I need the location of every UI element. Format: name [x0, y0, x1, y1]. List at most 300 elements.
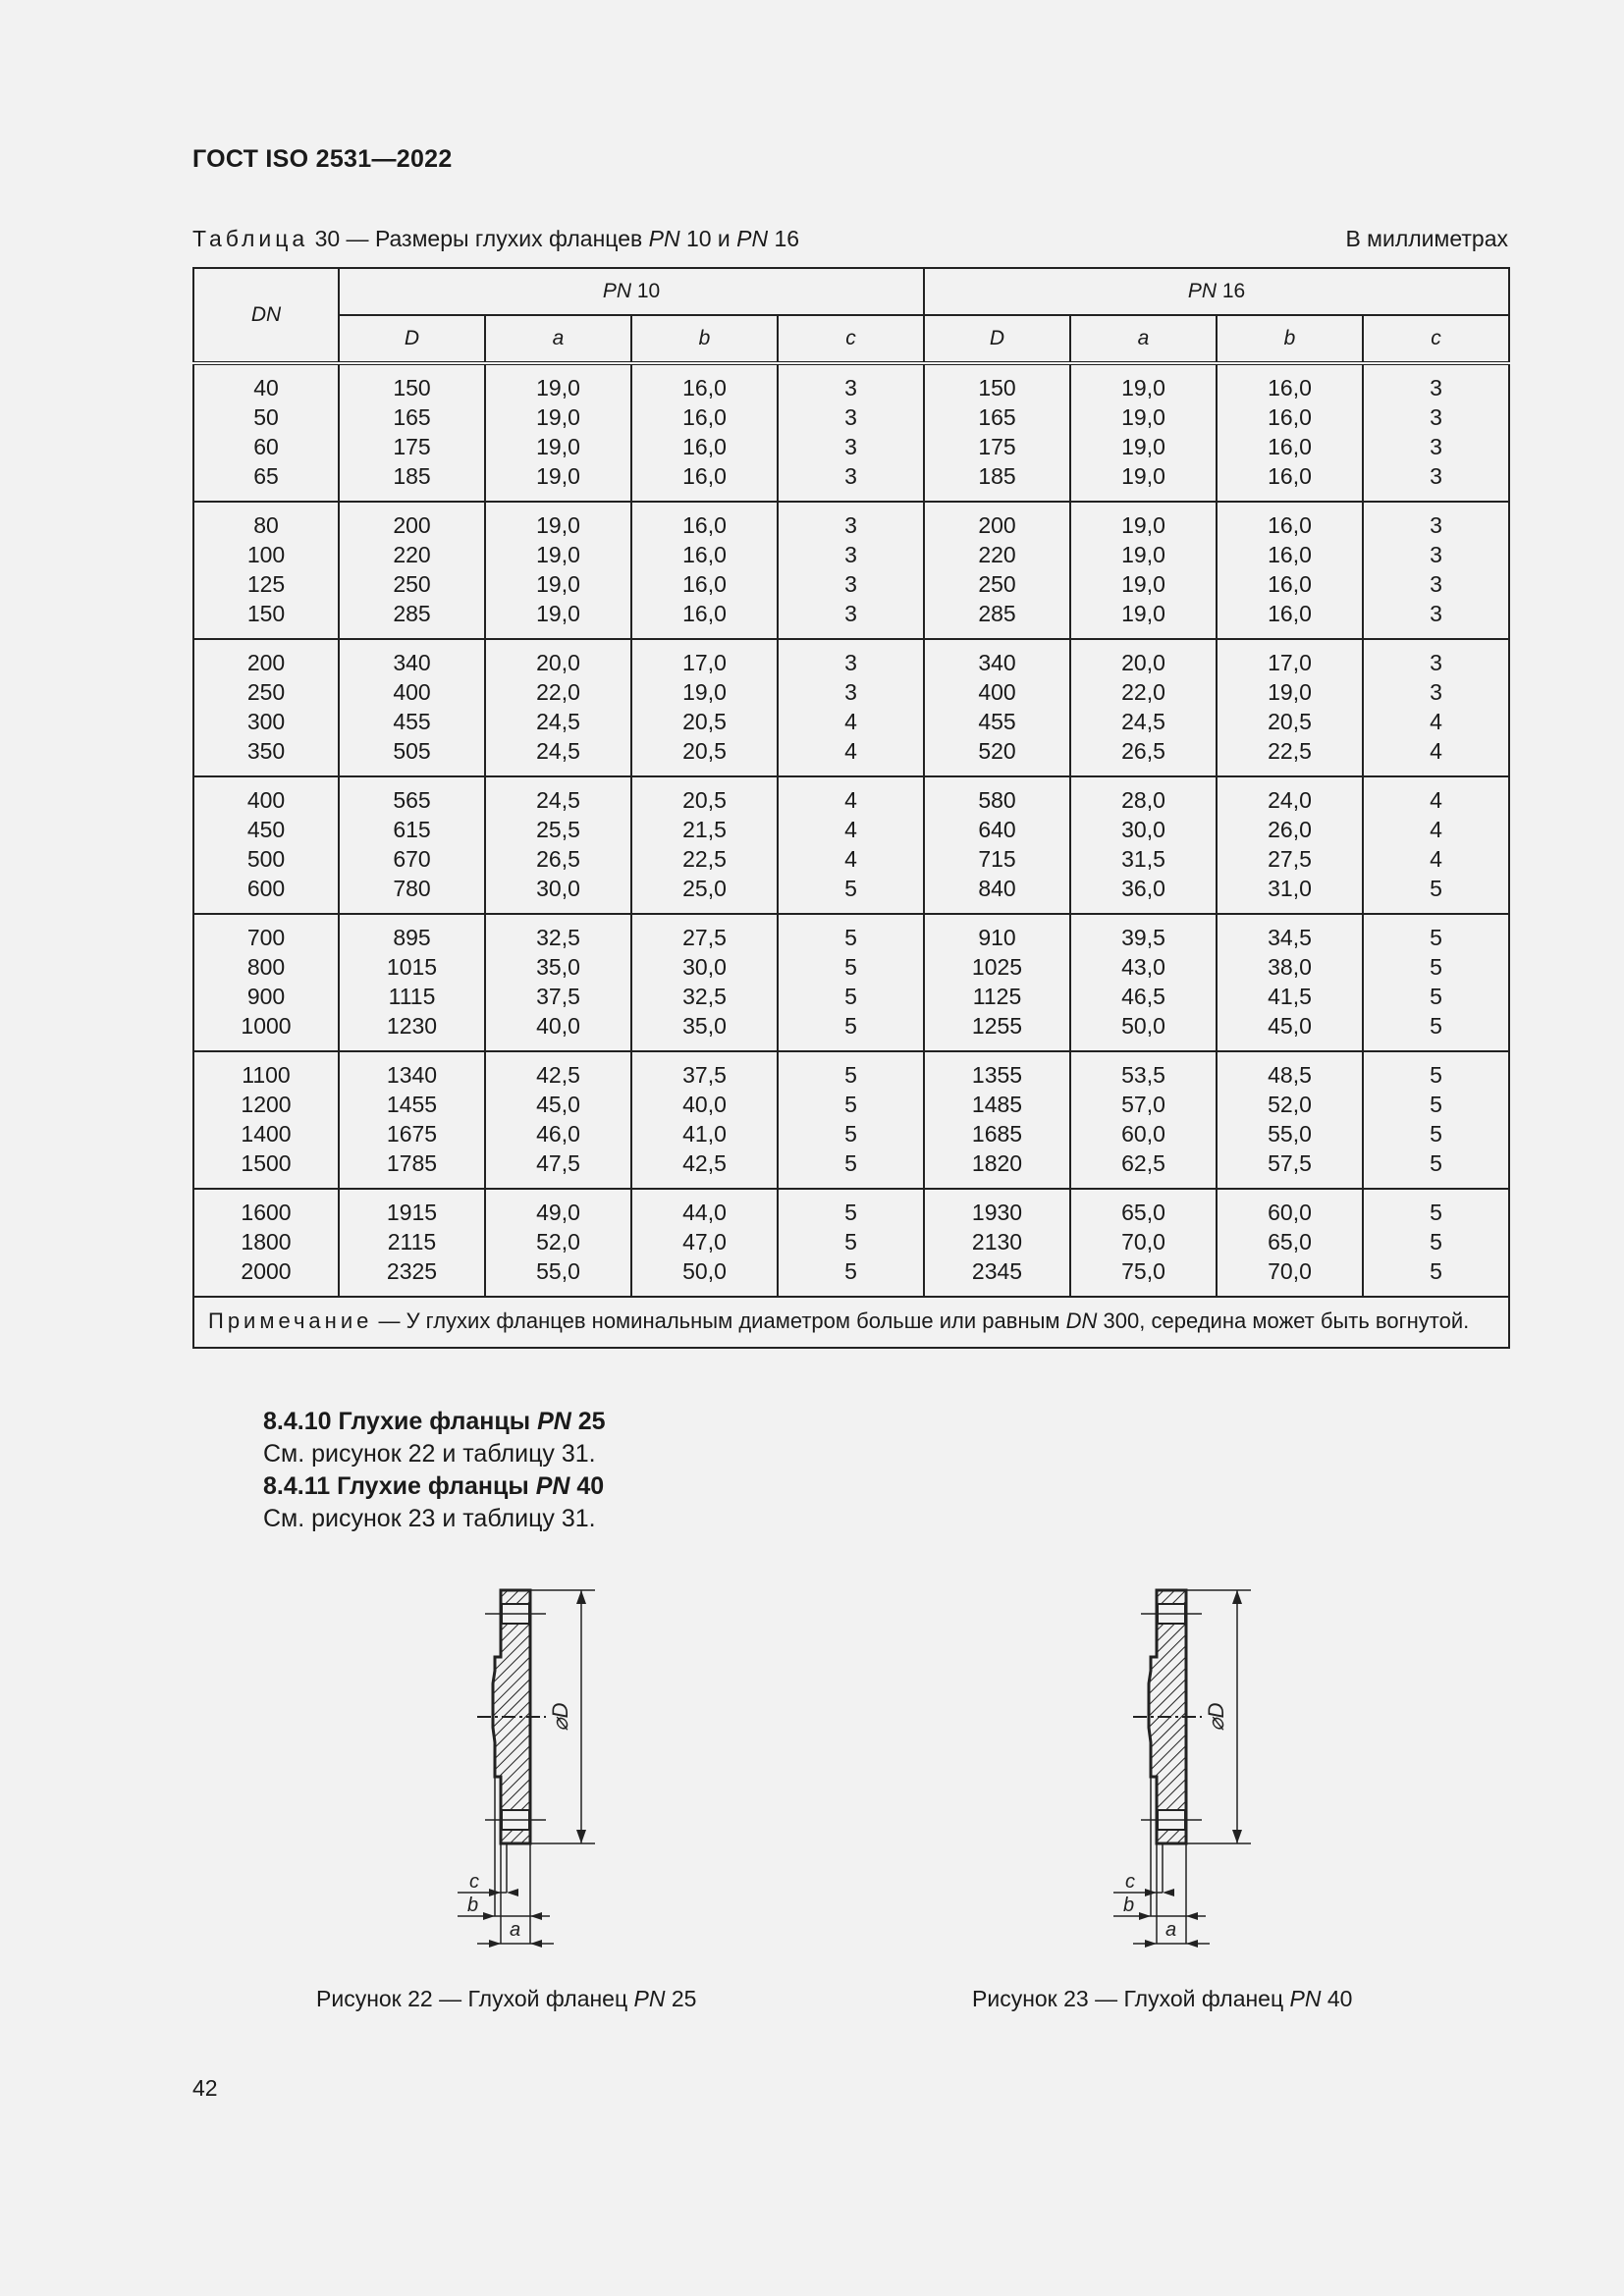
header-col-6: b — [1217, 315, 1363, 363]
table-cell: 250 — [924, 569, 1070, 599]
table-cell: 17,0 — [631, 639, 778, 677]
document-header: ГОСТ ISO 2531—2022 — [192, 145, 453, 173]
table-cell: 20,5 — [631, 776, 778, 815]
table-cell: 400 — [193, 776, 339, 815]
note-text-1: — У глухих фланцев номинальным диаметром больше или равным — [372, 1308, 1066, 1333]
table-cell: 100 — [193, 540, 339, 569]
header-pn16-label: PN — [1187, 280, 1218, 302]
table-cell: 19,0 — [631, 677, 778, 707]
figure-23-caption-text: Рисунок 23 — Глухой фланец — [972, 1986, 1290, 2011]
table-cell: 16,0 — [1217, 363, 1363, 402]
table-row-group — [193, 639, 1509, 776]
table-cell: 24,5 — [1070, 707, 1217, 736]
section-8-4-10 — [263, 1406, 606, 1535]
table-cell: 3 — [1363, 677, 1509, 707]
table-cell: 5 — [778, 1011, 924, 1051]
table-cell: 55,0 — [1217, 1119, 1363, 1148]
table-cell: 38,0 — [1217, 952, 1363, 982]
table-cell: 340 — [924, 639, 1070, 677]
table-cell: 900 — [193, 982, 339, 1011]
table-cell: 5 — [778, 952, 924, 982]
table-cell: 16,0 — [631, 569, 778, 599]
table-cell: 3 — [778, 540, 924, 569]
table-cell: 75,0 — [1070, 1256, 1217, 1297]
table-row-group — [193, 1189, 1509, 1297]
table-row-group — [193, 1051, 1509, 1189]
table-cell: 4 — [778, 736, 924, 776]
table-caption-text: 30 — Размеры глухих фланцев — [314, 226, 649, 251]
table-cell: 57,0 — [1070, 1090, 1217, 1119]
table-cell: 5 — [778, 1051, 924, 1090]
table-cell: 30,0 — [1070, 815, 1217, 844]
table-cell: 3 — [778, 569, 924, 599]
table-cell: 46,5 — [1070, 982, 1217, 1011]
header-pn16-value: 16 — [1217, 280, 1246, 302]
table-cell: 52,0 — [485, 1227, 631, 1256]
table-cell: 1230 — [339, 1011, 485, 1051]
table-cell: 41,0 — [631, 1119, 778, 1148]
table-cell: 4 — [778, 776, 924, 815]
table-row — [193, 707, 1509, 736]
table-cell: 16,0 — [631, 461, 778, 502]
table-row — [193, 502, 1509, 540]
table-cell: 3 — [778, 461, 924, 502]
table-cell: 640 — [924, 815, 1070, 844]
table-cell: 24,0 — [1217, 776, 1363, 815]
table-cell: 165 — [339, 402, 485, 432]
table-cell: 24,5 — [485, 736, 631, 776]
table-cell: 185 — [339, 461, 485, 502]
table-cell: 3 — [1363, 502, 1509, 540]
table-cell: 19,0 — [485, 599, 631, 639]
header-col-0: D — [339, 315, 485, 363]
table-cell: 5 — [778, 874, 924, 914]
dimension-a-label: a — [1165, 1919, 1177, 1941]
table-cell: 175 — [924, 432, 1070, 461]
table-cell: 1800 — [193, 1227, 339, 1256]
figure-22-drawing — [428, 1580, 624, 1963]
table-cell: 19,0 — [1070, 502, 1217, 540]
table-cell: 285 — [339, 599, 485, 639]
table-cell: 19,0 — [485, 432, 631, 461]
table-cell: 48,5 — [1217, 1051, 1363, 1090]
table-cell: 28,0 — [1070, 776, 1217, 815]
table-row — [193, 914, 1509, 952]
table-caption-pn-a: PN — [648, 226, 680, 251]
table-cell: 505 — [339, 736, 485, 776]
table-cell: 300 — [193, 707, 339, 736]
table-cell: 455 — [924, 707, 1070, 736]
table-cell: 65 — [193, 461, 339, 502]
table-cell: 45,0 — [485, 1090, 631, 1119]
table-caption-pn-b: PN — [736, 226, 769, 251]
table-cell: 5 — [778, 1148, 924, 1189]
table-cell: 35,0 — [485, 952, 631, 982]
table-cell: 185 — [924, 461, 1070, 502]
table-cell: 4 — [778, 707, 924, 736]
table-cell: 5 — [1363, 952, 1509, 982]
table-cell: 3 — [1363, 461, 1509, 502]
table-cell: 50 — [193, 402, 339, 432]
table-cell: 780 — [339, 874, 485, 914]
table-cell: 42,5 — [485, 1051, 631, 1090]
section-8-4-11-heading: 8.4.11 Глухие фланцы — [263, 1472, 536, 1500]
table-row — [193, 540, 1509, 569]
figure-23-drawing — [1084, 1580, 1280, 1963]
table-cell: 22,5 — [631, 844, 778, 874]
table-cell: 16,0 — [1217, 599, 1363, 639]
table-cell: 1915 — [339, 1189, 485, 1227]
table-row — [193, 599, 1509, 639]
table-cell: 3 — [1363, 363, 1509, 402]
table-cell: 600 — [193, 874, 339, 914]
table-cell: 27,5 — [631, 914, 778, 952]
header-col-3: c — [778, 315, 924, 363]
table-row — [193, 461, 1509, 502]
table-cell: 455 — [339, 707, 485, 736]
table-cell: 250 — [339, 569, 485, 599]
section-8-4-10-ref: См. рисунок 22 и таблицу 31. — [263, 1440, 596, 1468]
dimension-b-label: b — [467, 1895, 479, 1916]
table-cell: 19,0 — [485, 540, 631, 569]
table-cell: 65,0 — [1217, 1227, 1363, 1256]
note-dn: DN — [1065, 1308, 1098, 1333]
figure-22-caption — [316, 1986, 696, 2012]
table-row — [193, 639, 1509, 677]
section-8-4-11-pn-value: 40 — [569, 1472, 605, 1500]
table-cell: 2130 — [924, 1227, 1070, 1256]
figure-23-caption-value: 40 — [1321, 1986, 1353, 2011]
figure-22-caption-value: 25 — [665, 1986, 697, 2011]
table-cell: 5 — [1363, 1256, 1509, 1297]
table-cell: 19,0 — [1070, 461, 1217, 502]
table-cell: 350 — [193, 736, 339, 776]
table-cell: 16,0 — [631, 363, 778, 402]
table-cell: 31,0 — [1217, 874, 1363, 914]
table-cell: 5 — [778, 1256, 924, 1297]
header-col-4: D — [924, 315, 1070, 363]
table-cell: 520 — [924, 736, 1070, 776]
table-row — [193, 736, 1509, 776]
table-row — [193, 1051, 1509, 1090]
dimension-d-label: ⌀D — [548, 1702, 572, 1732]
table-cell: 25,5 — [485, 815, 631, 844]
table-cell: 5 — [1363, 1148, 1509, 1189]
table-cell: 1600 — [193, 1189, 339, 1227]
table-cell: 17,0 — [1217, 639, 1363, 677]
table-row — [193, 874, 1509, 914]
header-col-2: b — [631, 315, 778, 363]
table-cell: 400 — [924, 677, 1070, 707]
table-cell: 200 — [339, 502, 485, 540]
table-cell: 25,0 — [631, 874, 778, 914]
table-cell: 26,5 — [485, 844, 631, 874]
table-cell: 24,5 — [485, 707, 631, 736]
table-cell: 30,0 — [631, 952, 778, 982]
table-cell: 715 — [924, 844, 1070, 874]
header-dn: DN — [193, 268, 339, 363]
table-cell: 49,0 — [485, 1189, 631, 1227]
table-cell: 16,0 — [1217, 540, 1363, 569]
table-cell: 5 — [778, 982, 924, 1011]
table-cell: 30,0 — [485, 874, 631, 914]
table-cell: 16,0 — [631, 599, 778, 639]
table-cell: 60,0 — [1217, 1189, 1363, 1227]
table-cell: 5 — [1363, 1051, 1509, 1090]
table-cell: 1500 — [193, 1148, 339, 1189]
table-cell: 4 — [1363, 815, 1509, 844]
table-cell: 50,0 — [631, 1256, 778, 1297]
table-cell: 5 — [778, 914, 924, 952]
table-cell: 16,0 — [1217, 461, 1363, 502]
table-cell: 3 — [1363, 599, 1509, 639]
table-cell: 2325 — [339, 1256, 485, 1297]
table-cell: 895 — [339, 914, 485, 952]
table-cell: 1400 — [193, 1119, 339, 1148]
table-cell: 44,0 — [631, 1189, 778, 1227]
table-cell: 3 — [1363, 639, 1509, 677]
table-row — [193, 402, 1509, 432]
table-cell: 47,5 — [485, 1148, 631, 1189]
table-cell: 200 — [193, 639, 339, 677]
table-cell: 5 — [1363, 1011, 1509, 1051]
table-cell: 4 — [1363, 776, 1509, 815]
table-cell: 200 — [924, 502, 1070, 540]
table-cell: 1000 — [193, 1011, 339, 1051]
table-cell: 19,0 — [1070, 569, 1217, 599]
table-cell: 19,0 — [1070, 363, 1217, 402]
table-cell: 220 — [339, 540, 485, 569]
table-cell: 57,5 — [1217, 1148, 1363, 1189]
table-cell: 1200 — [193, 1090, 339, 1119]
table-cell: 565 — [339, 776, 485, 815]
table-cell: 55,0 — [485, 1256, 631, 1297]
table-row — [193, 1090, 1509, 1119]
table-caption — [192, 226, 1508, 252]
table-cell: 400 — [339, 677, 485, 707]
table-cell: 16,0 — [631, 432, 778, 461]
table-cell: 22,0 — [1070, 677, 1217, 707]
table-cell: 19,0 — [485, 461, 631, 502]
table-cell: 60,0 — [1070, 1119, 1217, 1148]
table-cell: 3 — [1363, 569, 1509, 599]
table-cell: 700 — [193, 914, 339, 952]
table-cell: 1685 — [924, 1119, 1070, 1148]
dimension-c-label: c — [469, 1871, 479, 1893]
table-cell: 5 — [1363, 1090, 1509, 1119]
table-cell: 31,5 — [1070, 844, 1217, 874]
table-cell: 2115 — [339, 1227, 485, 1256]
section-8-4-11-ref: См. рисунок 23 и таблицу 31. — [263, 1505, 596, 1532]
table-cell: 65,0 — [1070, 1189, 1217, 1227]
table-cell: 19,0 — [485, 363, 631, 402]
header-pn10-label: PN — [602, 280, 631, 302]
header-pn10-value: 10 — [631, 280, 661, 302]
section-8-4-10-pn: PN — [537, 1408, 571, 1435]
table-cell: 45,0 — [1217, 1011, 1363, 1051]
table-cell: 62,5 — [1070, 1148, 1217, 1189]
table-cell: 53,5 — [1070, 1051, 1217, 1090]
figure-23-caption-pn: PN — [1289, 1986, 1322, 2011]
table-cell: 840 — [924, 874, 1070, 914]
table-cell: 450 — [193, 815, 339, 844]
table-cell: 21,5 — [631, 815, 778, 844]
table-cell: 5 — [1363, 914, 1509, 952]
table-row — [193, 952, 1509, 982]
table-caption-pn-a-value: 10 и — [679, 226, 737, 251]
table-cell: 16,0 — [631, 540, 778, 569]
table-row — [193, 776, 1509, 815]
table-cell: 43,0 — [1070, 952, 1217, 982]
note-text-2: 300, середина может быть вогнутой. — [1097, 1308, 1470, 1333]
table-cell: 165 — [924, 402, 1070, 432]
table-cell: 3 — [1363, 540, 1509, 569]
table-cell: 3 — [778, 432, 924, 461]
table-cell: 32,5 — [485, 914, 631, 952]
table-cell: 1455 — [339, 1090, 485, 1119]
table-cell: 37,5 — [631, 1051, 778, 1090]
header-pn10 — [339, 268, 924, 315]
table-cell: 5 — [1363, 1189, 1509, 1227]
table-cell: 52,0 — [1217, 1090, 1363, 1119]
table-cell: 46,0 — [485, 1119, 631, 1148]
note-label: Примечание — [208, 1308, 373, 1333]
table-row — [193, 432, 1509, 461]
table-units: В миллиметрах — [1345, 226, 1508, 251]
table-row — [193, 1227, 1509, 1256]
header-pn16 — [924, 268, 1509, 315]
table-cell: 3 — [778, 402, 924, 432]
table-cell: 175 — [339, 432, 485, 461]
table-row-group — [193, 502, 1509, 639]
table-row-group — [193, 914, 1509, 1051]
table-row — [193, 1011, 1509, 1051]
dimension-c-label: c — [1125, 1871, 1135, 1893]
table-cell: 580 — [924, 776, 1070, 815]
table-cell: 22,0 — [485, 677, 631, 707]
table-cell: 3 — [778, 677, 924, 707]
table-cell: 19,0 — [1070, 402, 1217, 432]
table-cell: 1025 — [924, 952, 1070, 982]
table-cell: 41,5 — [1217, 982, 1363, 1011]
table-cell: 2345 — [924, 1256, 1070, 1297]
table-cell: 40,0 — [485, 1011, 631, 1051]
section-8-4-10-pn-value: 25 — [570, 1408, 606, 1435]
table-cell: 3 — [778, 363, 924, 402]
table-row — [193, 1148, 1509, 1189]
figure-22-caption-text: Рисунок 22 — Глухой фланец — [316, 1986, 634, 2011]
table-cell: 19,0 — [1070, 432, 1217, 461]
table-cell: 4 — [1363, 844, 1509, 874]
table-row — [193, 363, 1509, 402]
table-row — [193, 1256, 1509, 1297]
table-cell: 670 — [339, 844, 485, 874]
table-cell: 220 — [924, 540, 1070, 569]
table-row — [193, 1189, 1509, 1227]
table-cell: 5 — [778, 1227, 924, 1256]
table-cell: 1930 — [924, 1189, 1070, 1227]
table-caption-label: Таблица — [192, 226, 309, 251]
table-cell: 5 — [778, 1119, 924, 1148]
table-cell: 19,0 — [485, 502, 631, 540]
table-cell: 4 — [1363, 707, 1509, 736]
figure-23-caption — [972, 1986, 1352, 2012]
table-cell: 340 — [339, 639, 485, 677]
table-cell: 1255 — [924, 1011, 1070, 1051]
table-cell: 615 — [339, 815, 485, 844]
table-cell: 150 — [339, 363, 485, 402]
table-row — [193, 844, 1509, 874]
table-cell: 47,0 — [631, 1227, 778, 1256]
table-cell: 80 — [193, 502, 339, 540]
table-row-group — [193, 776, 1509, 914]
table-cell: 70,0 — [1070, 1227, 1217, 1256]
table-cell: 3 — [778, 599, 924, 639]
dimension-a-label: a — [510, 1919, 521, 1941]
table-cell: 16,0 — [1217, 569, 1363, 599]
table-cell: 40 — [193, 363, 339, 402]
table-cell: 5 — [1363, 1227, 1509, 1256]
figure-22-caption-pn: PN — [633, 1986, 666, 2011]
table-cell: 20,5 — [631, 707, 778, 736]
table-cell: 910 — [924, 914, 1070, 952]
table-cell: 34,5 — [1217, 914, 1363, 952]
table-cell: 16,0 — [1217, 432, 1363, 461]
table-cell: 1115 — [339, 982, 485, 1011]
table-cell: 150 — [193, 599, 339, 639]
table-cell: 5 — [1363, 874, 1509, 914]
table-row — [193, 569, 1509, 599]
table-cell: 22,5 — [1217, 736, 1363, 776]
table-cell: 1100 — [193, 1051, 339, 1090]
table-cell: 1485 — [924, 1090, 1070, 1119]
table-cell: 60 — [193, 432, 339, 461]
table-cell: 1820 — [924, 1148, 1070, 1189]
table-cell: 16,0 — [631, 402, 778, 432]
table-cell: 16,0 — [1217, 502, 1363, 540]
dimension-b-label: b — [1123, 1895, 1135, 1916]
table-note — [193, 1297, 1509, 1348]
table-caption-pn-b-value: 16 — [768, 226, 800, 251]
table-cell: 26,5 — [1070, 736, 1217, 776]
table-cell: 1675 — [339, 1119, 485, 1148]
table-cell: 1340 — [339, 1051, 485, 1090]
table-cell: 3 — [1363, 402, 1509, 432]
table-cell: 26,0 — [1217, 815, 1363, 844]
table-cell: 1125 — [924, 982, 1070, 1011]
table-cell: 125 — [193, 569, 339, 599]
table-cell: 5 — [1363, 982, 1509, 1011]
table-cell: 1785 — [339, 1148, 485, 1189]
table-row-group — [193, 363, 1509, 502]
table-cell: 19,0 — [1070, 599, 1217, 639]
table-cell: 4 — [778, 844, 924, 874]
table-cell: 250 — [193, 677, 339, 707]
table-cell: 3 — [778, 639, 924, 677]
table-cell: 19,0 — [485, 569, 631, 599]
header-col-5: a — [1070, 315, 1217, 363]
table-row — [193, 677, 1509, 707]
table-cell: 27,5 — [1217, 844, 1363, 874]
table-cell: 150 — [924, 363, 1070, 402]
table-cell: 20,5 — [631, 736, 778, 776]
table-cell: 19,0 — [1070, 540, 1217, 569]
flange-svg — [1084, 1580, 1280, 1963]
table-cell: 37,5 — [485, 982, 631, 1011]
table-cell: 19,0 — [1217, 677, 1363, 707]
header-col-1: a — [485, 315, 631, 363]
table-cell: 1015 — [339, 952, 485, 982]
